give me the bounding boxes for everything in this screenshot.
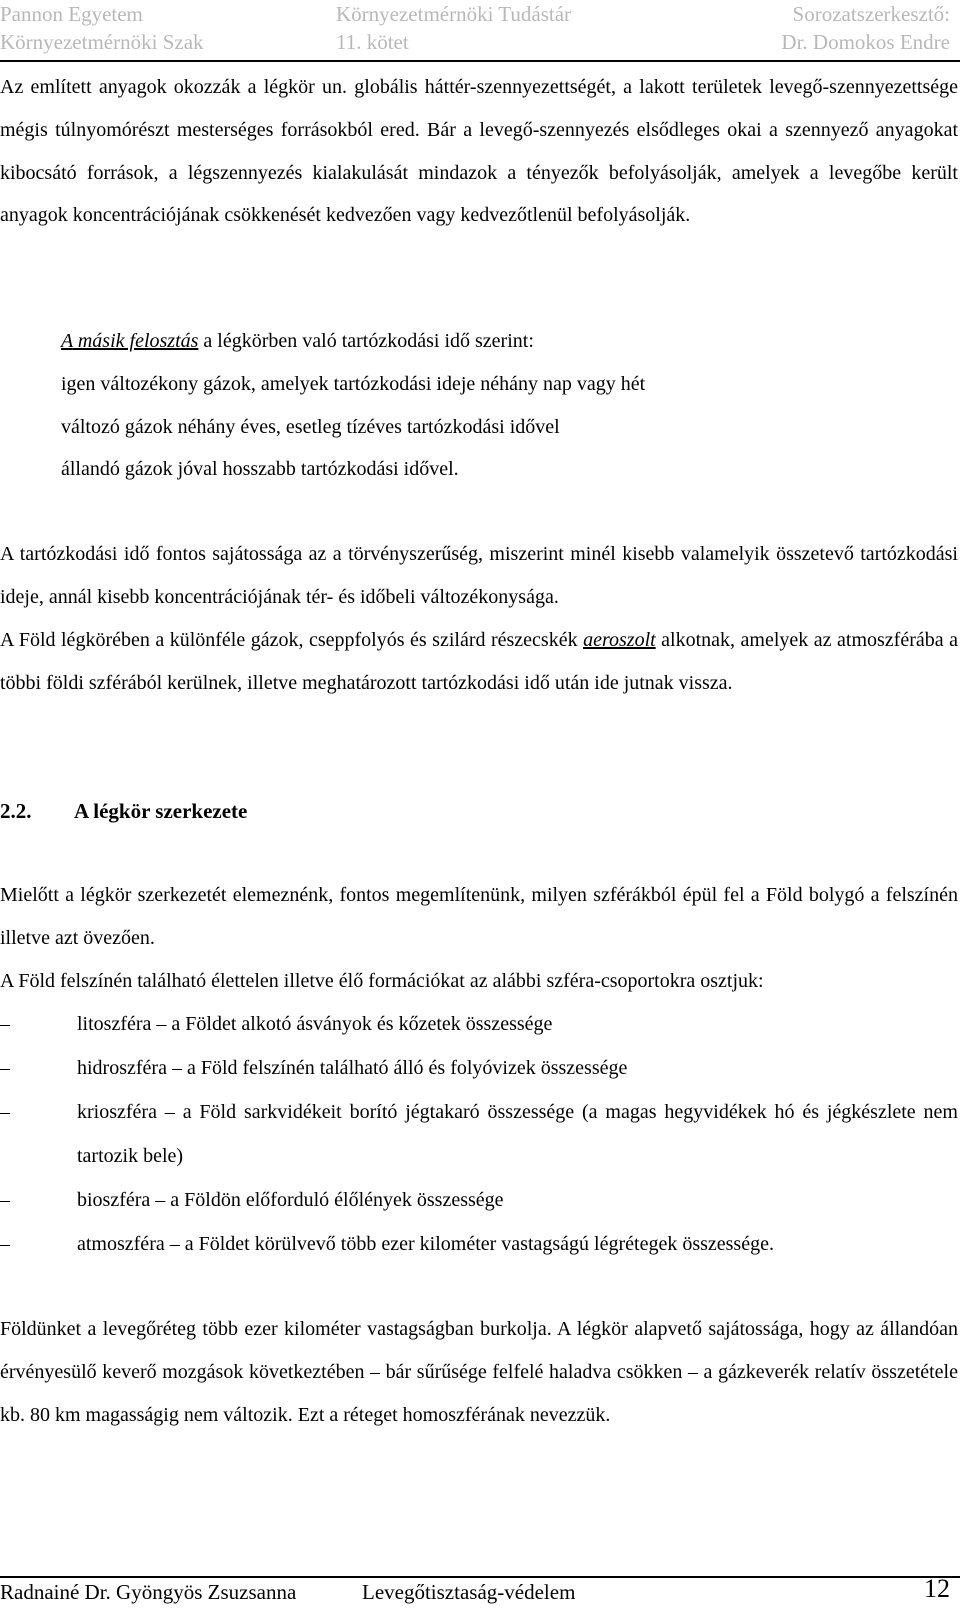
section-title: A légkör szerkezete [74,799,248,823]
paragraph-residence-time: A tartózkodási idő fontos sajátossága az a törvényszerűség, miszerint minél kisebb valamelyik összetevő tartózkodási ideje, annál kisebb koncentrációjának tér- és időbeli változékonysága. [0,543,958,608]
residence-time-classification [61,320,941,491]
list-item-text: hidroszféra – a Föld felszínén található álló és folyóvizek összessége [77,1057,628,1079]
aerosol-text-after: alkotnak, amelyek az atmoszférába a többi földi szférából kerülnek, illetve meghatározott tartózkodási idő után ide jutnak vissza. [0,629,958,694]
list-item [0,1090,958,1178]
paragraph-spheres-intro: Mielőtt a légkör szerkezetét elemeznénk, fontos megemlítenünk, milyen szférákból épül fel a Föld bolygó a felszínén illetve azt övezően. [0,884,958,949]
classification-intro [61,320,941,363]
paragraph-homosphere: Földünket a levegőréteg több ezer kilométer vastagságban burkolja. A légkör alapvető sajátossága, hogy az állandóan érvényesülő keverő mozgások következtében – bár sűrűsége felfelé haladva csökken – a gázkeverék relatív összetétele kb. 80 km magasságig nem változik. Ezt a réteget homoszférának nevezzük. [0,1318,958,1426]
paragraph-spheres-groups: A Föld felszínén található élettelen illetve élő formációkat az alábbi szféra-csoportokra osztjuk: [0,970,764,992]
header-program-name: Környezetmérnöki Szak [0,30,204,54]
list-dash: – [0,1013,10,1035]
classification-emphasis: másik felosztás [72,330,199,352]
section-number: 2.2. [0,799,32,823]
aerosol-text-before: A Föld légkörében a különféle gázok, cseppfolyós és szilárd részecskék [0,629,584,651]
list-item-text: litoszféra – a Földet alkotó ásványok és kőzetek összessége [77,1013,553,1035]
list-item-text: krioszféra – a Föld sarkvidékeit borító jégtakaró összessége (a magas hegyvidékek hó és jégkészlete nem tartozik bele) [77,1101,958,1167]
list-dash: – [0,1101,10,1123]
list-item-text: bioszféra – a Földön előforduló élőlények összessége [77,1189,504,1211]
classification-rest: a légkörben való tartózkodási idő szerint: [198,330,534,352]
list-item [0,1222,958,1266]
list-dash: – [0,1233,10,1255]
list-item-text: atmoszféra – a Földet körülvevő több ezer kilométer vastagságú légrétegek összessége. [77,1233,774,1255]
footer-author: Radnainé Dr. Gyöngyös Zsuzsanna [0,1580,297,1604]
list-dash: – [0,1057,10,1079]
section-heading [0,797,247,825]
paragraph-background-pollution: Az említett anyagok okozzák a légkör un. globális háttér-szennyezettségét, a lakott területek levegő-szennyezettsége mégis túlnyomórészt mesterséges forrásokból ered. Bár a levegő-szennyezés elsődleges okai a szennyező anyagokat kibocsátó források, a légszennyezés kialakulását mindazok a tényezők befolyásolják, amelyek a levegőbe került anyagok koncentrációjának csökkenését kedvezően vagy kedvezőtlenül befolyásolják. [0,76,958,227]
header-series [336,0,571,56]
list-dash: – [0,1189,10,1211]
header-university-name: Pannon Egyetem [0,2,143,26]
header-volume: 11. kötet [336,30,409,54]
header-university [0,0,204,56]
classification-prefix: A [61,330,73,352]
header-divider [0,60,960,62]
list-item [0,1046,958,1090]
header-editor-label: Sorozatszerkesztő: [792,2,950,26]
header-series-name: Környezetmérnöki Tudástár [336,2,572,26]
paragraph-aerosols [0,619,958,705]
classification-item: igen változékony gázok, amelyek tartózkodási ideje néhány nap vagy hét [61,372,646,395]
classification-item: állandó gázok jóval hosszabb tartózkodási idővel. [61,458,459,481]
list-item [0,1002,958,1046]
classification-item: változó gázok néhány éves, esetleg tízéves tartózkodási idővel [61,415,560,438]
page-footer [0,1568,960,1608]
header-editor-name: Dr. Domokos Endre [781,30,950,54]
aerosol-link[interactable]: aeroszolt [583,629,656,651]
header-editor [781,0,950,56]
list-item [0,1178,958,1222]
spheres-list [0,1002,958,1266]
footer-book-title: Levegőtisztaság-védelem [362,1580,576,1604]
page-header [0,0,960,58]
page-number: 12 [924,1574,950,1603]
